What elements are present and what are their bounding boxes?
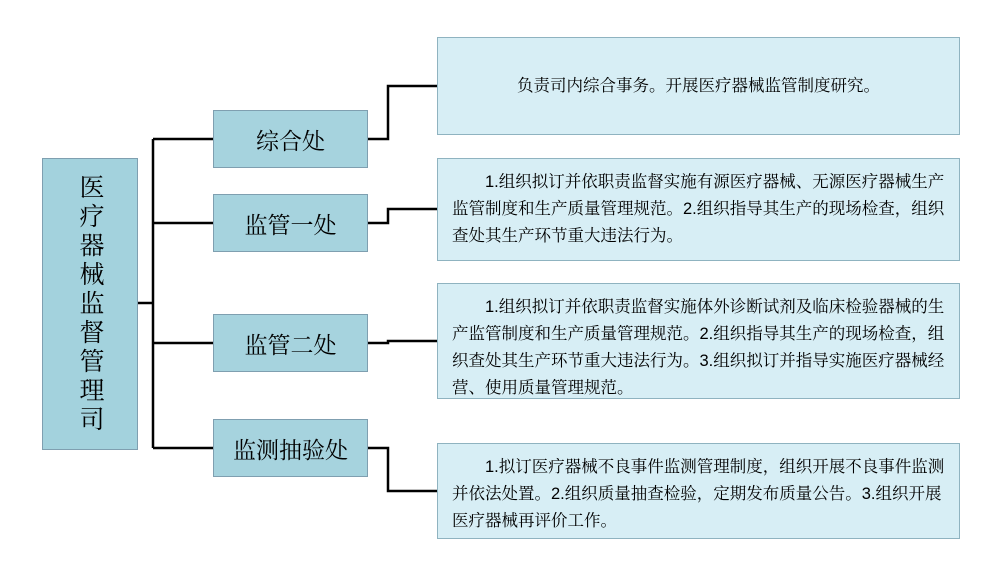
dept-description-jianguanerchu: 1.组织拟订并依职责监督实施体外诊断试剂及临床检验器械的生产监管制度和生产质量管理规范。2.组织指导其生产的现场检查，组织查处其生产环节重大违法行为。3.组织拟订并指导实施医疗器械经营、使用质量管理规范。 [437, 283, 960, 399]
root-node[interactable] [42, 158, 138, 450]
dept-node-label: 监管一处 [244, 211, 337, 238]
dept-node-label: 监管二处 [244, 331, 337, 358]
dept-node-zonghechu[interactable] [213, 110, 368, 168]
dept-description-zonghechu: 负责司内综合事务。开展医疗器械监管制度研究。 [437, 37, 960, 135]
dept-description-jianguanyichu: 1.组织拟订并依职责监督实施有源医疗器械、无源医疗器械生产监管制度和生产质量管理规范。2.组织指导其生产的现场检查，组织查处其生产环节重大违法行为。 [437, 158, 960, 261]
dept-description-jiancechouyanchu: 1.拟订医疗器械不良事件监测管理制度，组织开展不良事件监测并依法处置。2.组织质量抽查检验，定期发布质量公告。3.组织开展医疗器械再评价工作。 [437, 443, 960, 539]
dept-node-label: 监测抽验处 [233, 436, 348, 463]
dept-node-jianguanyichu[interactable] [213, 194, 368, 252]
root-node-label: 医疗器械监督管理司 [76, 173, 104, 435]
dept-node-jianguanerchu[interactable] [213, 314, 368, 372]
dept-node-label: 综合处 [256, 127, 325, 154]
dept-node-jiancechouyanchu[interactable] [213, 419, 368, 477]
